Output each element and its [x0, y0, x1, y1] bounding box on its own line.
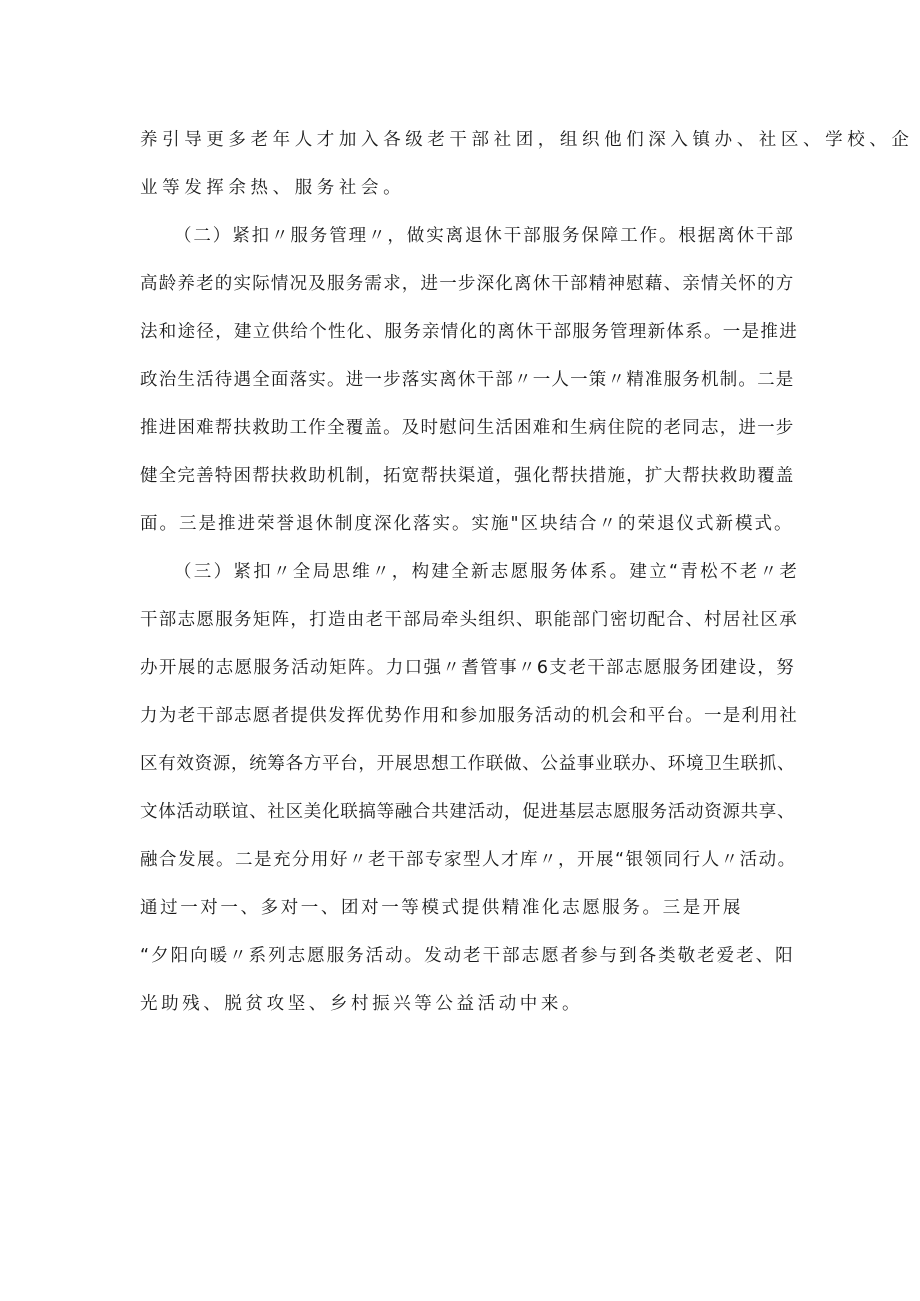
- text-line-1: 养引导更多老年人才加入各级老干部社团，组织他们深入镇办、社区、学校、企: [140, 130, 914, 150]
- text-line-16: 融合发展。二是充分用好〃老干部专家型人才库〃，开展“银领同行人〃活动。: [140, 850, 797, 870]
- text-line-2: 业等发挥余热、服务社会。: [140, 178, 406, 198]
- text-line-13: 力为老干部志愿者提供发挥优势作用和参加服务活动的机会和平台。一是利用社: [140, 706, 798, 726]
- text-line-11: 干部志愿服务矩阵，打造由老干部局牵头组织、职能部门密切配合、村居社区承: [140, 610, 798, 630]
- text-line-19: 光助残、脱贫攻坚、乡村振兴等公益活动中来。: [140, 994, 584, 1014]
- text-line-10: （三）紧扣〃全局思维〃，构建全新志愿服务体系。建立“青松不老〃老: [174, 562, 800, 582]
- text-line-17: 通过一对一、多对一、团对一等模式提供精准化志愿服务。三是开展: [140, 898, 743, 918]
- text-line-3: （二）紧扣〃服务管理〃，做实离退休干部服务保障工作。根据离休干部: [174, 226, 795, 246]
- text-line-18: “夕阳向暖〃系列志愿服务活动。发动老干部志愿者参与到各类敬老爱老、阳: [140, 946, 795, 966]
- text-line-4: 高龄养老的实际情况及服务需求，进一步深化离休干部精神慰藉、亲情关怀的方: [140, 274, 795, 294]
- text-line-14: 区有效资源，统筹各方平台，开展思想工作联做、公益事业联办、环境卫生联抓、: [140, 754, 796, 774]
- text-line-7: 推进困难帮扶救助工作全覆盖。及时慰问生活困难和生病住院的老同志，进一步: [140, 418, 795, 438]
- text-line-15: 文体活动联谊、社区美化联搞等融合共建活动，促进基层志愿服务活动资源共享、: [140, 802, 796, 822]
- text-line-5: 法和途径，建立供给个性化、服务亲情化的离休干部服务管理新体系。一是推进: [140, 322, 798, 342]
- text-line-9: 面。三是推进荣誉退休制度深化落实。实施"区块结合〃的荣退仪式新模式。: [140, 514, 794, 534]
- text-line-6: 政治生活待遇全面落实。进一步落实离休干部〃一人一策〃精准服务机制。二是: [140, 370, 795, 390]
- text-line-12: 办开展的志愿服务活动矩阵。力口强〃耆管事〃6支老干部志愿服务团建设，努: [140, 658, 796, 678]
- text-line-8: 健全完善特困帮扶救助机制，拓宽帮扶渠道，强化帮扶措施，扩大帮扶救助覆盖: [140, 466, 795, 486]
